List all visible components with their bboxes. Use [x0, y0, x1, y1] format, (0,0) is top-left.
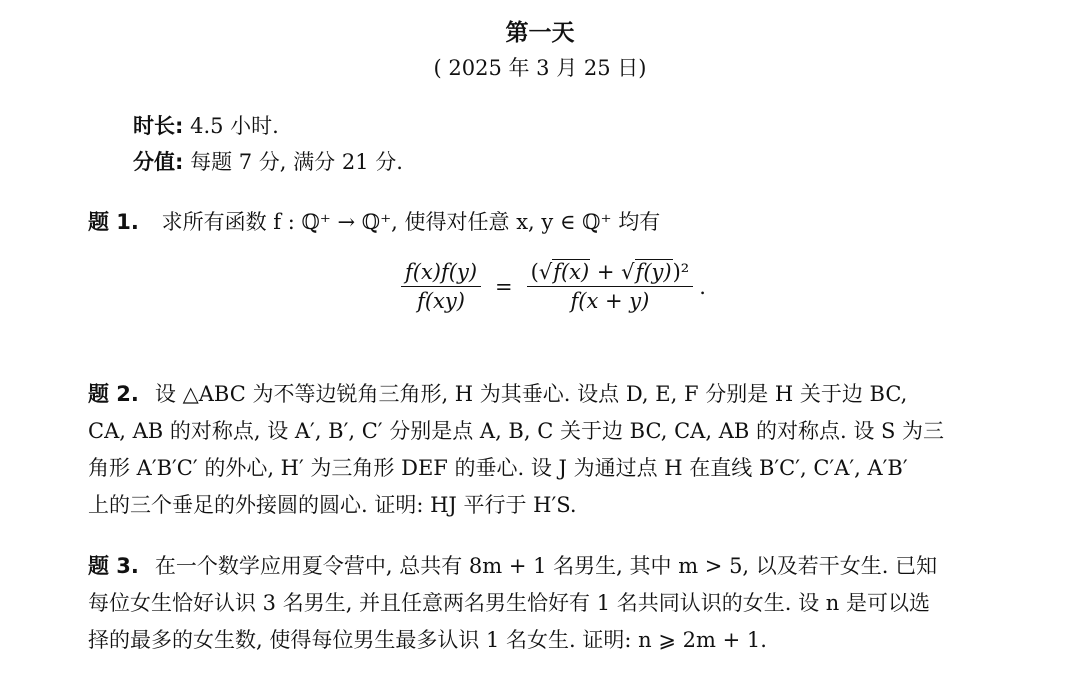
- formula-rhs-denominator: f(x + y): [570, 289, 650, 313]
- duration-value: 4.5 小时.: [190, 114, 279, 138]
- problem-3-text-1: 在一个数学应用夏令营中, 总共有 8m + 1 名男生, 其中 m > 5, 以及若干女生. 已知: [154, 554, 938, 578]
- score-value: 每题 7 分, 满分 21 分.: [190, 150, 403, 174]
- score-label: 分值:: [133, 150, 184, 174]
- problem-2-line-1: [88, 376, 1028, 413]
- exam-date: ( 2025 年 3 月 25 日): [433, 56, 647, 80]
- duration-label: 时长:: [133, 114, 184, 138]
- problem-3-line-1: [88, 548, 1028, 585]
- problem-2-line-2: CA, AB 的对称点, 设 A′, B′, C′ 分别是点 A, B, C 关于边 BC, CA, AB 的对称点. 设 S 为三: [88, 419, 945, 443]
- problem-2-label: 题 2.: [88, 382, 139, 406]
- page-title: 第一天: [505, 20, 575, 46]
- formula-sqrt-a: f(x): [553, 260, 590, 284]
- problem-3: [88, 548, 1028, 659]
- problem-2-line-4: 上的三个垂足的外接圆的圆心. 证明: HJ 平行于 H′S.: [88, 493, 577, 517]
- formula-rhs-open: (√: [530, 260, 553, 284]
- formula-lhs-fraction: [401, 260, 481, 313]
- problem-1-intro: 求所有函数 f : ℚ⁺ → ℚ⁺, 使得对任意 x, y ∈ ℚ⁺ 均有: [161, 210, 661, 234]
- score-row: [133, 146, 403, 176]
- formula-end: .: [699, 274, 706, 299]
- problem-2: [88, 376, 1028, 524]
- problem-3-line-2: 每位女生恰好认识 3 名男生, 并且任意两名男生恰好有 1 名共同认识的女生. 设 n 是可以选: [88, 591, 930, 615]
- problem-1-label: 题 1.: [88, 210, 139, 234]
- formula-rhs-fraction: [527, 260, 694, 313]
- formula-lhs-denominator: f(xy): [417, 289, 465, 313]
- problem-3-label: 题 3.: [88, 554, 139, 578]
- problem-1-formula: [395, 260, 706, 313]
- formula-equals: =: [495, 274, 513, 299]
- problem-2-text-1: 设 △ABC 为不等边锐角三角形, H 为其垂心. 设点 D, E, F 分别是 H 关于边 BC,: [154, 382, 908, 406]
- formula-lhs-numerator: f(x)f(y): [401, 260, 481, 287]
- formula-rhs-numerator: [527, 260, 694, 287]
- problem-3-line-3: 择的最多的女生数, 使得每位男生最多认识 1 名女生. 证明: n ⩾ 2m + 1.: [88, 628, 767, 652]
- formula-rhs-close: )²: [672, 260, 690, 284]
- problem-1: [88, 204, 1028, 241]
- formula-sqrt-b: f(y): [635, 260, 672, 284]
- formula-plus: + √: [590, 260, 635, 284]
- problem-2-line-3: 角形 A′B′C′ 的外心, H′ 为三角形 DEF 的垂心. 设 J 为通过点 H 在直线 B′C′, C′A′, A′B′: [88, 456, 908, 480]
- duration-row: [133, 110, 279, 140]
